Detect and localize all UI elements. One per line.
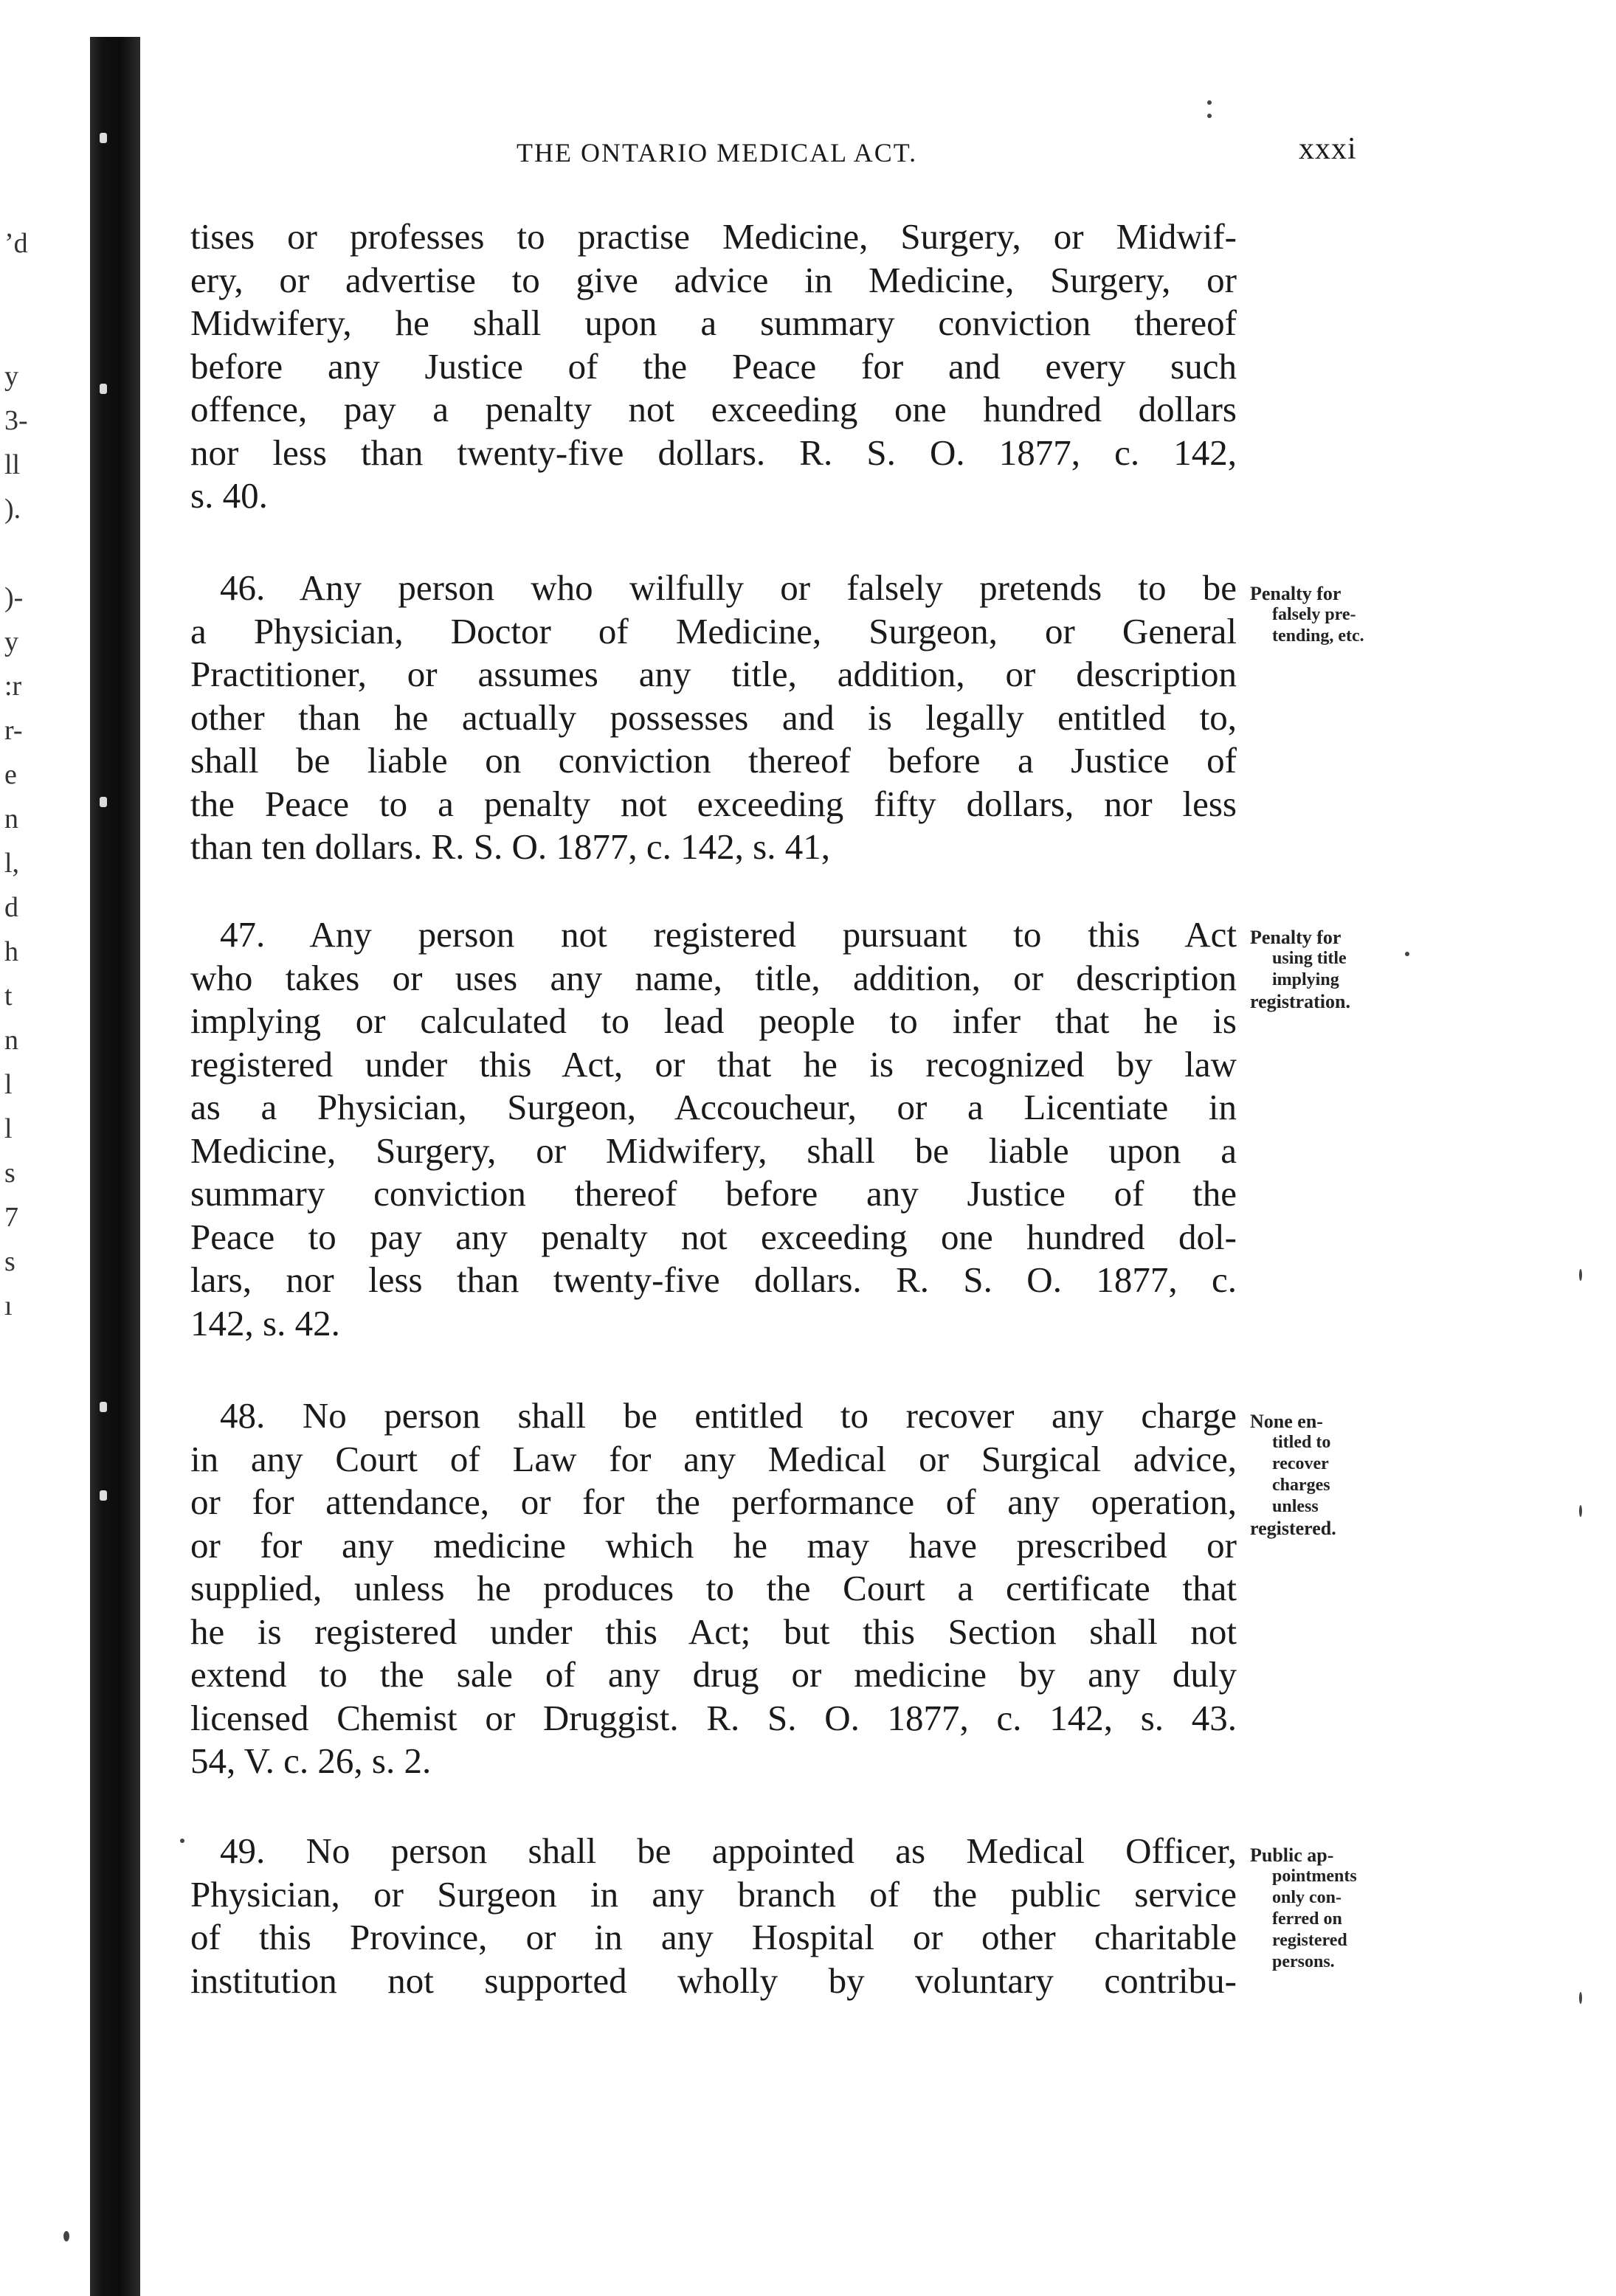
text-line: Medicine, Surgery, or Midwifery, shall be liable upon a [190, 1130, 1237, 1171]
print-speck [1207, 114, 1212, 118]
text-line: 49. No person shall be appointed as Medical Officer, [220, 1830, 1237, 1871]
sidenote-line: using title [1272, 949, 1347, 968]
text-line: the Peace to a penalty not exceeding fifty dollars, nor less [190, 783, 1237, 824]
sidenote-46 [1250, 583, 1398, 647]
text-line: Physician, or Surgeon in any branch of the public service [190, 1873, 1237, 1915]
text-line: s. 40. [190, 475, 268, 516]
text-line: Peace to pay any penalty not exceeding one hundred dol- [190, 1216, 1237, 1257]
text-line: tises or professes to practise Medicine, Surgery, or Midwif- [190, 216, 1237, 257]
sidenote-line: registration. [1250, 991, 1350, 1012]
text-line: summary conviction thereof before any Justice of the [190, 1173, 1237, 1214]
sidenote-line: Penalty for [1250, 583, 1342, 604]
text-line: 46. Any person who wilfully or falsely pretends to be [220, 567, 1237, 608]
text-line: institution not supported wholly by voluntary contribu- [190, 1960, 1237, 2001]
section-48 [190, 1394, 1237, 1783]
text-line: other than he actually possesses and is legally entitled to, [190, 696, 1237, 738]
sidenote-line: Penalty for [1250, 927, 1342, 948]
sidenote-line: unless [1272, 1497, 1319, 1516]
text-line: 54, V. c. 26, s. 2. [190, 1740, 432, 1781]
text-line: or for any medicine which he may have prescribed or [190, 1524, 1237, 1566]
sidenote-line: pointments [1272, 1867, 1357, 1886]
sidenote-line: charges [1272, 1476, 1330, 1495]
text-line: 142, s. 42. [190, 1302, 340, 1344]
text-line: in any Court of Law for any Medical or Surgical advice, [190, 1438, 1237, 1479]
binding-gutter [90, 37, 140, 2296]
section-46 [190, 567, 1237, 869]
print-speck [1579, 1269, 1582, 1281]
sidenote-line: Public ap- [1250, 1844, 1334, 1866]
text-line: than ten dollars. R. S. O. 1877, c. 142, s. 41, [190, 826, 830, 867]
print-speck [180, 1839, 184, 1843]
print-speck [1579, 1505, 1582, 1517]
text-line: shall be liable on conviction thereof before a Justice of [190, 740, 1237, 781]
sidenote-line: registered [1272, 1931, 1347, 1950]
text-line: extend to the sale of any drug or medicine by any duly [190, 1654, 1237, 1695]
sidenote-line: only con- [1272, 1888, 1342, 1907]
adjacent-page-fragments: ʼd y 3- ll ). )- y :r r- e n l, d h t n l l s 7 s ı [4, 228, 28, 1321]
print-speck [63, 2231, 69, 2241]
text-line: nor less than twenty-five dollars. R. S. O. 1877, c. 142, [190, 432, 1237, 473]
sidenote-49 [1250, 1844, 1398, 1973]
sidenote-line: falsely pre- [1272, 605, 1356, 624]
sidenote-line: titled to [1272, 1433, 1331, 1452]
sidenote-line: tending, etc. [1272, 626, 1364, 646]
gutter-speck [100, 1490, 107, 1501]
text-line: implying or calculated to lead people to infer that he is [190, 1000, 1237, 1041]
text-line: supplied, unless he produces to the Court a certificate that [190, 1568, 1237, 1608]
gutter-speck [100, 384, 107, 394]
gutter-speck [100, 1402, 107, 1412]
sidenote-line: None en- [1250, 1411, 1323, 1432]
sidenote-47 [1250, 927, 1398, 1012]
text-line: who takes or uses any name, title, addition, or description [190, 957, 1237, 998]
print-speck [1405, 952, 1409, 956]
text-line: 47. Any person not registered pursuant to this Act [220, 914, 1237, 955]
page-number: xxxi [1299, 132, 1357, 166]
text-line: as a Physician, Surgeon, Accoucheur, or a Licentiate in [190, 1087, 1237, 1127]
text-line: Practitioner, or assumes any title, addition, or description [190, 654, 1237, 694]
text-line: ery, or advertise to give advice in Medicine, Surgery, or [190, 259, 1237, 300]
text-line: or for attendance, or for the performance of any operation, [190, 1481, 1237, 1522]
gutter-speck [100, 797, 107, 807]
print-speck [1579, 1992, 1582, 2004]
print-speck [1207, 100, 1212, 105]
section-47 [190, 913, 1237, 1345]
text-line: a Physician, Doctor of Medicine, Surgeon, or General [190, 610, 1237, 651]
text-line: offence, pay a penalty not exceeding one hundred dollars [190, 389, 1237, 429]
text-line: licensed Chemist or Druggist. R. S. O. 1877, c. 142, s. 43. [190, 1697, 1237, 1738]
sidenote-48 [1250, 1411, 1398, 1539]
gutter-speck [100, 133, 107, 143]
sidenote-line: ferred on [1272, 1909, 1342, 1929]
sidenote-line: recover [1272, 1454, 1329, 1473]
text-line: registered under this Act, or that he is recognized by law [190, 1043, 1237, 1085]
text-line: Midwifery, he shall upon a summary conviction thereof [190, 302, 1237, 343]
text-line: lars, nor less than twenty-five dollars. R. S. O. 1877, c. [190, 1259, 1237, 1300]
section-49 [190, 1830, 1237, 2002]
text-line: he is registered under this Act; but this Section shall not [190, 1611, 1237, 1652]
running-head: THE ONTARIO MEDICAL ACT. [517, 138, 918, 167]
sidenote-line: persons. [1272, 1952, 1335, 1971]
text-line: of this Province, or in any Hospital or other charitable [190, 1917, 1237, 1957]
continuation-paragraph [190, 215, 1237, 518]
sidenote-line: implying [1272, 970, 1339, 989]
text-line: 48. No person shall be entitled to recover any charge [220, 1395, 1237, 1436]
text-line: before any Justice of the Peace for and every such [190, 345, 1237, 387]
sidenote-line: registered. [1250, 1518, 1336, 1539]
